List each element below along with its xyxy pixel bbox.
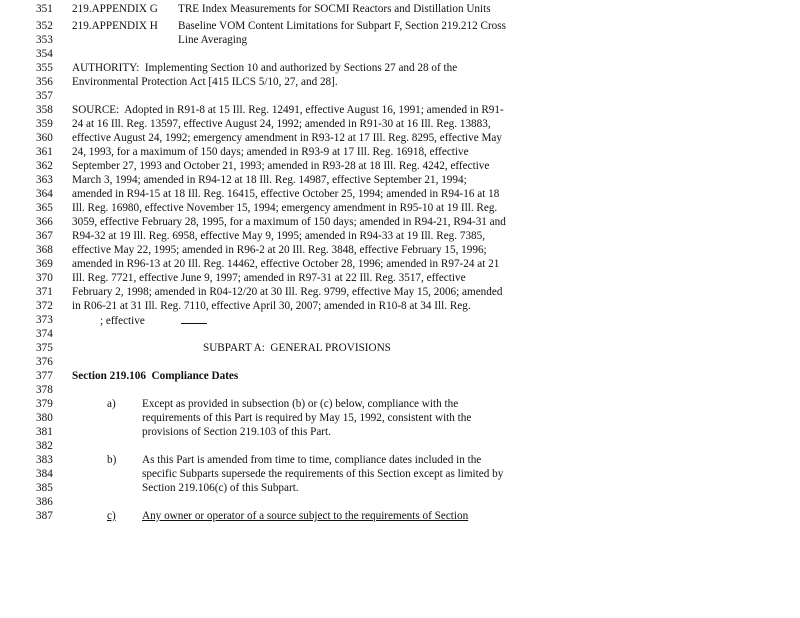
text-line	[0, 173, 800, 187]
authority-text: Environmental Protection Act [415 ILCS 5/10, 27, and 28].	[72, 76, 338, 88]
line-number: 382	[36, 440, 53, 452]
text-line	[0, 187, 800, 201]
line-number: 362	[36, 160, 53, 172]
line-number: 359	[36, 118, 53, 130]
text-line	[0, 299, 800, 313]
source-text: February 2, 1998; amended in R04-12/20 at 30 Ill. Reg. 9799, effective May 15, 2006; amended	[72, 286, 503, 298]
source-text: R94-32 at 19 Ill. Reg. 6958, effective May 9, 1995; amended in R94-33 at 19 Ill. Reg. 7385,	[72, 230, 486, 242]
text-line	[0, 453, 800, 467]
line-number: 378	[36, 384, 53, 396]
line-number: 380	[36, 412, 53, 424]
text-line	[0, 145, 800, 159]
source-text: 24 at 16 Ill. Reg. 13597, effective August 24, 1992; amended in R91-30 at 16 Ill. Reg. 13883,	[72, 118, 491, 130]
text-line	[0, 103, 800, 117]
line-number: 357	[36, 90, 53, 102]
line-number: 354	[36, 48, 53, 60]
text-line	[0, 439, 800, 453]
appendix-title: TRE Index Measurements for SOCMI Reactors and Distillation Units	[178, 3, 491, 15]
line-number: 384	[36, 468, 53, 480]
text-line	[0, 313, 800, 327]
source-text: Ill. Reg. 7721, effective June 9, 1997; amended in R97-31 at 22 Ill. Reg. 3517, effective	[72, 272, 466, 284]
appendix-title: Baseline VOM Content Limitations for Subpart F, Section 219.212 Cross	[178, 20, 506, 32]
subsection-label: b)	[107, 454, 117, 466]
line-number: 377	[36, 370, 53, 382]
subsection-text: Section 219.106(c) of this Subpart.	[142, 482, 299, 494]
text-line	[0, 89, 800, 103]
source-text: amended in R96-13 at 20 Ill. Reg. 14462, effective October 28, 1996; amended in R97-24 at 21	[72, 258, 500, 270]
subsection-text: requirements of this Part is required by May 15, 1992, consistent with the	[142, 412, 472, 424]
source-text: SOURCE: Adopted in R91-8 at 15 Ill. Reg. 12491, effective August 16, 1991; amended in R91-	[72, 104, 504, 116]
line-number: 358	[36, 104, 53, 116]
source-text-blank	[100, 313, 207, 328]
line-number: 385	[36, 482, 53, 494]
text-line	[0, 47, 800, 61]
line-number: 376	[36, 356, 53, 368]
line-number: 361	[36, 146, 53, 158]
text-line	[0, 215, 800, 229]
text-line	[0, 131, 800, 145]
text-line	[0, 271, 800, 285]
source-text: 3059, effective February 28, 1995, for a maximum of 150 days; amended in R94-21, R94-31 and	[72, 216, 506, 228]
text-line	[0, 383, 800, 397]
text-line	[0, 369, 800, 383]
source-text: 24, 1993, for a maximum of 150 days; amended in R93-9 at 17 Ill. Reg. 16918, effective	[72, 146, 469, 158]
line-number: 375	[36, 342, 53, 354]
line-number: 383	[36, 454, 53, 466]
text-line	[0, 243, 800, 257]
subsection-text: specific Subparts supersede the requirements of this Section except as limited by	[142, 468, 504, 480]
line-number: 371	[36, 286, 53, 298]
appendix-code: 219.APPENDIX G	[72, 3, 158, 15]
source-text: amended in R94-15 at 18 Ill. Reg. 16415, effective October 25, 1994; amended in R94-16 at 18	[72, 188, 500, 200]
line-number: 369	[36, 258, 53, 270]
source-last-line: ; effective	[100, 315, 145, 327]
text-line	[0, 397, 800, 411]
line-number: 379	[36, 398, 53, 410]
subsection-text: Any owner or operator of a source subject to the requirements of Section	[142, 510, 469, 522]
source-text: in R06-21 at 31 Ill. Reg. 7110, effective April 30, 2007; amended in R10-8 at 34 Ill. Reg.	[72, 300, 471, 312]
text-line	[0, 341, 800, 355]
text-line	[0, 481, 800, 495]
text-line	[0, 75, 800, 89]
line-number: 351	[36, 3, 53, 15]
line-number: 355	[36, 62, 53, 74]
text-line	[0, 425, 800, 439]
text-line	[0, 117, 800, 131]
subsection-text: provisions of Section 219.103 of this Part.	[142, 426, 331, 438]
source-text: Ill. Reg. 16980, effective November 15, 1994; emergency amendment in R95-10 at 19 Ill. Reg.	[72, 202, 498, 214]
line-number: 367	[36, 230, 53, 242]
line-number: 372	[36, 300, 53, 312]
appendix-title-continued: Line Averaging	[178, 34, 248, 46]
subsection-text: Except as provided in subsection (b) or (c) below, compliance with the	[142, 398, 459, 410]
text-line	[0, 201, 800, 215]
authority-text: AUTHORITY: Implementing Section 10 and authorized by Sections 27 and 28 of the	[72, 62, 458, 74]
text-line	[0, 495, 800, 509]
text-line	[0, 327, 800, 341]
line-number: 366	[36, 216, 53, 228]
line-number: 363	[36, 174, 53, 186]
appendix-code: 219.APPENDIX H	[72, 20, 158, 32]
line-number: 353	[36, 34, 53, 46]
line-number: 368	[36, 244, 53, 256]
text-line	[0, 61, 800, 75]
text-line	[0, 19, 800, 33]
text-line	[0, 411, 800, 425]
line-number: 360	[36, 132, 53, 144]
text-line	[0, 509, 800, 523]
line-number: 373	[36, 314, 53, 326]
text-line	[0, 229, 800, 243]
subsection-label: a)	[107, 398, 116, 410]
text-line	[0, 2, 800, 16]
subpart-heading: SUBPART A: GENERAL PROVISIONS	[203, 342, 391, 354]
text-line	[0, 33, 800, 47]
text-line	[0, 159, 800, 173]
subsection-label: c)	[107, 510, 116, 522]
source-text: March 3, 1994; amended in R94-12 at 18 Ill. Reg. 14987, effective September 21, 1994;	[72, 174, 467, 186]
line-number: 352	[36, 20, 53, 32]
text-line	[0, 257, 800, 271]
line-number: 386	[36, 496, 53, 508]
text-line	[0, 285, 800, 299]
line-number: 356	[36, 76, 53, 88]
source-text: effective August 24, 1992; emergency amendment in R93-12 at 17 Ill. Reg. 8295, effective May	[72, 132, 502, 144]
line-number: 381	[36, 426, 53, 438]
text-line	[0, 467, 800, 481]
subsection-text: As this Part is amended from time to time, compliance dates included in the	[142, 454, 482, 466]
line-number: 370	[36, 272, 53, 284]
text-line	[0, 355, 800, 369]
section-heading: Section 219.106 Compliance Dates	[72, 370, 239, 382]
line-number: 387	[36, 510, 53, 522]
source-text: September 27, 1993 and October 21, 1993; amended in R93-28 at 18 Ill. Reg. 4242, effective	[72, 160, 490, 172]
line-number: 364	[36, 188, 53, 200]
blank-fill-line	[181, 313, 207, 324]
line-number: 374	[36, 328, 53, 340]
line-number: 365	[36, 202, 53, 214]
source-text: effective May 22, 1995; amended in R96-2 at 20 Ill. Reg. 3848, effective February 15, 1996;	[72, 244, 487, 256]
